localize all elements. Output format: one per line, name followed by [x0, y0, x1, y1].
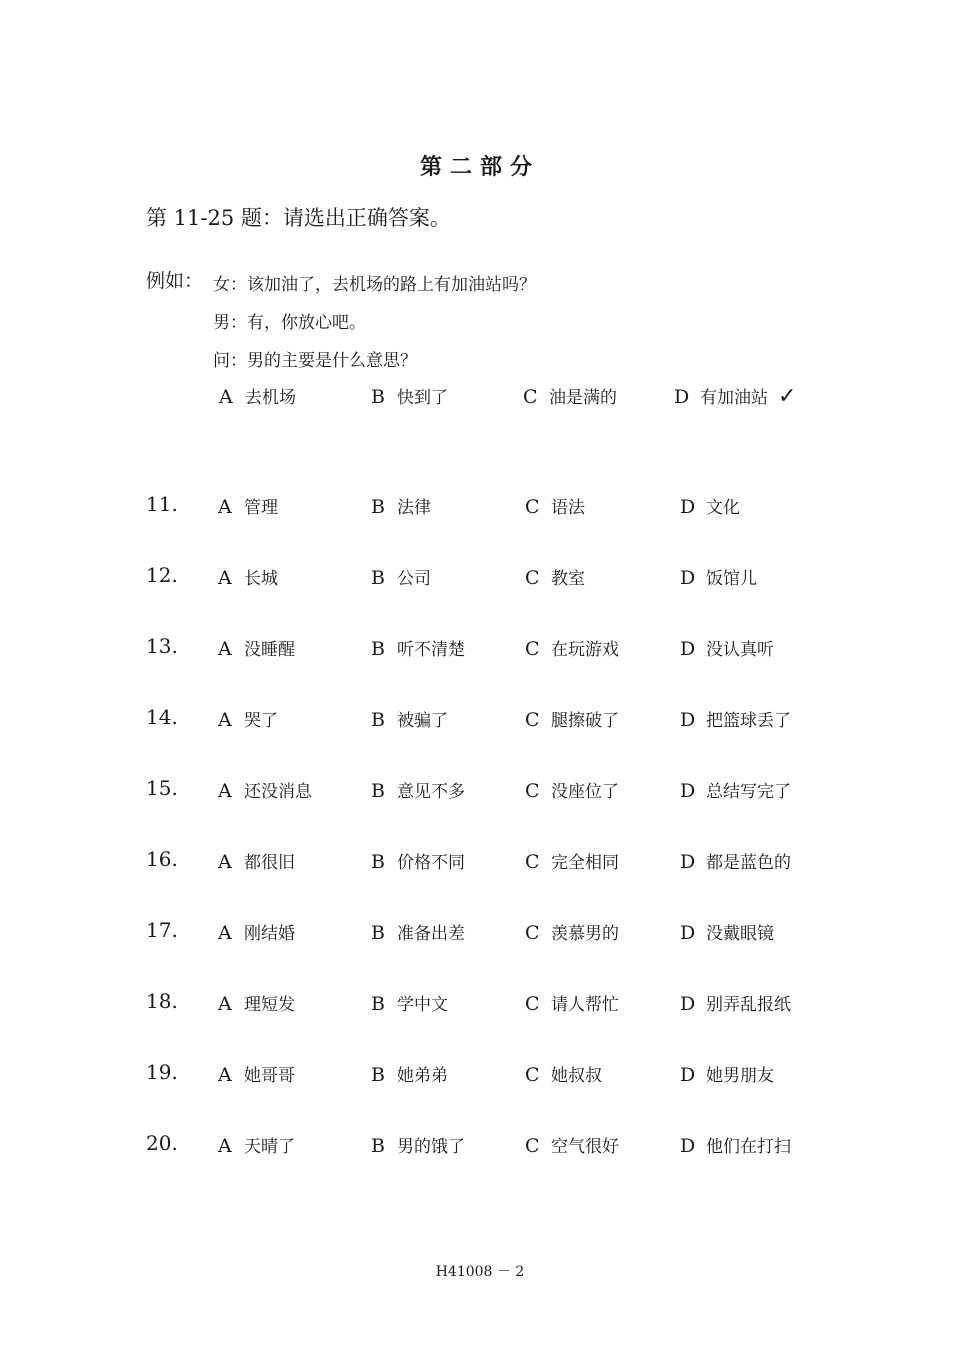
option-text: 快到了 — [397, 388, 448, 408]
option-text: 羡慕男的 — [551, 924, 619, 944]
option-letter: A — [218, 1135, 232, 1157]
option-text: 天晴了 — [244, 1137, 295, 1157]
option-letter: B — [371, 780, 385, 802]
option-a — [218, 564, 278, 589]
option-d — [680, 848, 791, 873]
option-letter: B — [371, 386, 385, 408]
option-letter: D — [680, 851, 696, 873]
option-b — [371, 493, 431, 518]
option-letter: A — [218, 1064, 232, 1086]
option-text: 没睡醒 — [244, 640, 295, 660]
question-number: 16. — [146, 847, 178, 871]
option-d — [680, 635, 774, 660]
question-number: 12. — [146, 563, 178, 587]
option-c — [525, 1132, 619, 1157]
option-letter: A — [218, 567, 232, 589]
question-number: 20. — [146, 1131, 178, 1155]
option-letter: A — [218, 638, 232, 660]
option-text: 被骗了 — [397, 711, 448, 731]
option-text: 去机场 — [245, 388, 296, 408]
option-c — [525, 1061, 602, 1086]
option-b — [371, 1061, 448, 1086]
option-text: 别弄乱报纸 — [706, 995, 791, 1015]
option-b — [371, 564, 431, 589]
option-text: 腿擦破了 — [551, 711, 619, 731]
option-letter: A — [219, 386, 233, 408]
option-letter: D — [680, 567, 696, 589]
option-letter: C — [525, 922, 540, 944]
question-number: 13. — [146, 634, 178, 658]
option-a — [218, 990, 295, 1015]
option-text: 没认真听 — [706, 640, 774, 660]
option-text: 她叔叔 — [551, 1066, 602, 1086]
option-d — [680, 1132, 791, 1157]
option-letter: B — [371, 922, 385, 944]
option-c — [525, 919, 619, 944]
option-letter: B — [371, 638, 385, 660]
option-text: 他们在打扫 — [706, 1137, 791, 1157]
question-number: 11. — [146, 492, 178, 516]
option-letter: D — [680, 993, 696, 1015]
option-letter: B — [371, 1135, 385, 1157]
option-text: 长城 — [244, 569, 278, 589]
example-line-woman: 女：该加油了，去机场的路上有加油站吗？ — [213, 275, 536, 295]
option-b — [371, 990, 448, 1015]
option-letter: C — [525, 1135, 540, 1157]
option-c — [525, 635, 619, 660]
example-option-a — [219, 383, 296, 408]
option-letter: C — [525, 567, 540, 589]
option-d — [680, 493, 740, 518]
option-text: 完全相同 — [551, 853, 619, 873]
option-letter: B — [371, 567, 385, 589]
option-letter: B — [371, 851, 385, 873]
option-a — [218, 919, 295, 944]
option-a — [218, 493, 278, 518]
option-letter: A — [218, 496, 232, 518]
option-letter: B — [371, 709, 385, 731]
option-a — [218, 1132, 295, 1157]
option-letter: C — [525, 993, 540, 1015]
option-text: 都是蓝色的 — [706, 853, 791, 873]
option-text: 法律 — [397, 498, 431, 518]
option-letter: C — [525, 638, 540, 660]
option-b — [371, 848, 465, 873]
option-letter: D — [680, 496, 696, 518]
option-text: 没戴眼镜 — [706, 924, 774, 944]
question-number: 15. — [146, 776, 178, 800]
option-text: 公司 — [397, 569, 431, 589]
option-d — [680, 990, 791, 1015]
option-b — [371, 919, 465, 944]
option-text: 油是满的 — [549, 388, 617, 408]
option-a — [218, 777, 312, 802]
instructions: 第 11-25 题：请选出正确答案。 — [146, 206, 451, 230]
option-letter: A — [218, 851, 232, 873]
option-letter: B — [371, 1064, 385, 1086]
option-d — [680, 706, 791, 731]
option-text: 她哥哥 — [244, 1066, 295, 1086]
option-text: 意见不多 — [397, 782, 465, 802]
option-text: 饭馆儿 — [706, 569, 757, 589]
option-c — [525, 493, 585, 518]
option-text: 她弟弟 — [397, 1066, 448, 1086]
option-text: 刚结婚 — [244, 924, 295, 944]
option-c — [525, 564, 585, 589]
option-letter: C — [523, 386, 538, 408]
example-label: 例如： — [146, 270, 204, 292]
option-b — [371, 1132, 465, 1157]
option-letter: D — [680, 1064, 696, 1086]
option-a — [218, 706, 278, 731]
question-number: 14. — [146, 705, 178, 729]
option-letter: D — [674, 386, 690, 408]
option-a — [218, 635, 295, 660]
example-option-c — [523, 383, 617, 408]
option-c — [525, 706, 619, 731]
option-b — [371, 635, 465, 660]
example-line-question: 问：男的主要是什么意思？ — [213, 351, 417, 371]
option-text: 把篮球丢了 — [706, 711, 791, 731]
option-text: 教室 — [551, 569, 585, 589]
option-d — [680, 1061, 774, 1086]
option-letter: C — [525, 496, 540, 518]
question-number: 18. — [146, 989, 178, 1013]
option-d — [680, 919, 774, 944]
option-text: 在玩游戏 — [551, 640, 619, 660]
option-a — [218, 1061, 295, 1086]
checkmark-icon: ✓ — [778, 384, 797, 409]
option-letter: B — [371, 993, 385, 1015]
option-text: 男的饿了 — [397, 1137, 465, 1157]
option-letter: D — [680, 922, 696, 944]
option-letter: D — [680, 780, 696, 802]
section-title: 第二部分 — [419, 155, 540, 180]
option-text: 请人帮忙 — [551, 995, 619, 1015]
option-text: 文化 — [706, 498, 740, 518]
option-letter: D — [680, 638, 696, 660]
option-c — [525, 777, 619, 802]
option-c — [525, 848, 619, 873]
option-text: 有加油站 — [700, 388, 768, 408]
option-text: 理短发 — [244, 995, 295, 1015]
option-text: 准备出差 — [397, 924, 465, 944]
page-footer: H41008 － 2 — [435, 1264, 525, 1280]
option-a — [218, 848, 295, 873]
option-text: 都很旧 — [244, 853, 295, 873]
option-letter: D — [680, 709, 696, 731]
option-text: 总结写完了 — [706, 782, 791, 802]
option-text: 价格不同 — [397, 853, 465, 873]
example-line-man: 男：有，你放心吧。 — [213, 313, 366, 333]
option-letter: C — [525, 709, 540, 731]
option-text: 没座位了 — [551, 782, 619, 802]
option-letter: A — [218, 922, 232, 944]
option-b — [371, 777, 465, 802]
option-letter: A — [218, 709, 232, 731]
question-number: 17. — [146, 918, 178, 942]
option-letter: A — [218, 780, 232, 802]
option-letter: A — [218, 993, 232, 1015]
option-letter: B — [371, 496, 385, 518]
option-text: 语法 — [551, 498, 585, 518]
option-text: 她男朋友 — [706, 1066, 774, 1086]
example-option-b — [371, 383, 448, 408]
example-option-d — [674, 383, 796, 409]
option-letter: C — [525, 851, 540, 873]
question-number: 19. — [146, 1060, 178, 1084]
option-text: 还没消息 — [244, 782, 312, 802]
option-text: 管理 — [244, 498, 278, 518]
option-text: 学中文 — [397, 995, 448, 1015]
option-text: 空气很好 — [551, 1137, 619, 1157]
option-text: 哭了 — [244, 711, 278, 731]
option-d — [680, 777, 791, 802]
option-letter: C — [525, 1064, 540, 1086]
option-letter: D — [680, 1135, 696, 1157]
option-d — [680, 564, 757, 589]
option-letter: C — [525, 780, 540, 802]
option-c — [525, 990, 619, 1015]
option-b — [371, 706, 448, 731]
option-text: 听不清楚 — [397, 640, 465, 660]
